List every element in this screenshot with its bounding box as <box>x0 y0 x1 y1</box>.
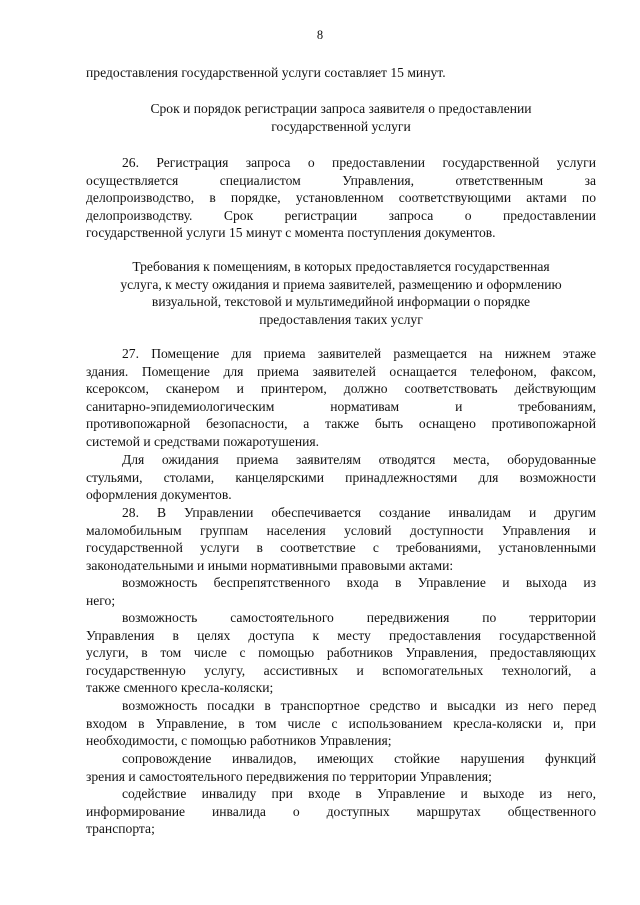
list-item-entrance <box>86 574 596 609</box>
text-line: государственной услуги 15 минут с момента поступления документов. <box>86 225 496 241</box>
text-line: возможность посадки в транспортное средство и высадки из него перед <box>122 698 596 713</box>
text-line: 26. Регистрация запроса о предоставлении государственной услуги <box>122 155 596 170</box>
text-line: транспорта; <box>86 821 155 837</box>
text-line: возможность беспрепятственного входа в Управление и выхода из <box>122 575 596 590</box>
text-line: системой и средствами пожаротушения. <box>86 433 320 449</box>
heading-line: государственной услуги <box>271 118 411 134</box>
text-line: 28. В Управлении обеспечивается создание инвалидам и другим <box>122 505 596 520</box>
text-line: возможность самостоятельного передвижения по территории <box>122 610 596 625</box>
text-line: входом в Управление, в том числе с использованием кресла-коляски и, при <box>86 715 596 731</box>
text-line: Управления в целях доступа к месту предоставления государственной <box>86 627 596 643</box>
text-line: государственной услуги в соответствие с требованиями, установленными <box>86 540 596 556</box>
text-line: государственную услугу, ассистивных и вспомогательных технологий, а <box>86 662 596 678</box>
text-line: противопожарной безопасности, а также быть оснащено противопожарной <box>86 416 596 432</box>
text-line: содействие инвалиду при входе в Управление и выходе из него, <box>122 786 596 801</box>
text-line: делопроизводству. Срок регистрации запроса о предоставлении <box>86 207 596 223</box>
paragraph-28 <box>86 504 596 574</box>
text-line: здания. Помещение для приема заявителей оснащается телефоном, факсом, <box>86 363 596 379</box>
page-number: 8 <box>316 28 324 42</box>
heading-line: Требования к помещениям, в которых предоставляется государственная <box>132 259 550 274</box>
text-line: Для ожидания приема заявителям отводятся места, оборудованные <box>122 452 596 467</box>
text-line: информирование инвалида о доступных маршрутах общественного <box>86 803 596 819</box>
paragraph-27 <box>86 345 596 451</box>
text-line: сопровождение инвалидов, имеющих стойкие нарушения функций <box>122 751 596 766</box>
heading-registration <box>86 100 596 135</box>
text-line: законодательными и иными нормативными правовыми актами: <box>86 557 454 573</box>
text-line: зрения и самостоятельного передвижения по территории Управления; <box>86 768 492 784</box>
text-line: ксероксом, сканером и принтером, должно соответствовать действующим <box>86 381 596 397</box>
paragraph-27-waiting <box>86 451 596 504</box>
text-line: необходимости, с помощью работников Управления; <box>86 733 392 749</box>
heading-line: визуальной, текстовой и мультимедийной информации о порядке <box>151 294 531 310</box>
paragraph-26 <box>86 154 596 242</box>
text-line: стульями, столами, канцелярскими принадлежностями для возможности <box>86 469 596 485</box>
text-line: маломобильным группам населения условий доступности Управления и <box>86 522 596 538</box>
text-line: него; <box>86 592 116 608</box>
list-item-transport <box>86 697 596 750</box>
list-item-accompaniment <box>86 750 596 785</box>
text-line: 27. Помещение для приема заявителей размещается на нижнем этаже <box>122 346 596 361</box>
heading-line: предоставления таких услуг <box>259 311 423 327</box>
text-line: осуществляется специалистом Управления, ответственным за <box>86 172 596 188</box>
text-line: также сменного кресла-коляски; <box>86 680 274 696</box>
text-line: санитарно-эпидемиологическим нормативам и требованиям, <box>86 398 596 414</box>
text-line: делопроизводство, в порядке, установленном соответствующими актами по <box>86 190 596 206</box>
text-line: услуги, в том числе с помощью работников Управления, предоставляющих <box>86 645 596 661</box>
heading-line: услуга, к месту ожидания и приема заявителей, размещению и оформлению <box>120 276 562 292</box>
list-item-movement <box>86 609 596 697</box>
text-line: предоставления государственной услуги составляет 15 минут. <box>86 65 446 80</box>
heading-premises <box>86 258 596 328</box>
list-item-assistance <box>86 785 596 838</box>
text-line: оформления документов. <box>86 487 232 503</box>
lead-line-block <box>86 64 596 82</box>
heading-line: Срок и порядок регистрации запроса заявителя о предоставлении <box>150 101 532 116</box>
